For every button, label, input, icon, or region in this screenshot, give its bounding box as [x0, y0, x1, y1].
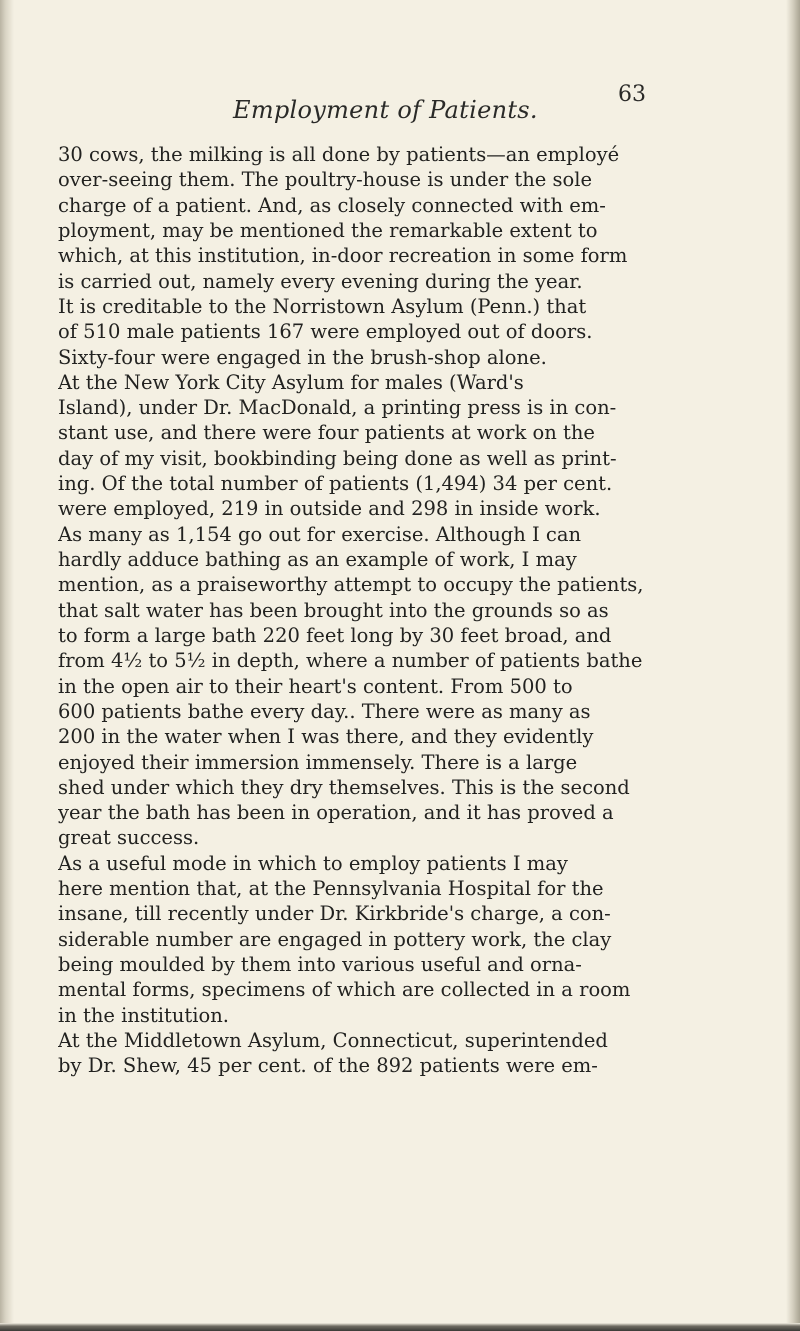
- text-line: were employed, 219 in outside and 298 in inside work.: [58, 497, 601, 521]
- text-line: insane, till recently under Dr. Kirkbride's charge, a con-: [58, 902, 611, 926]
- text-line: 200 in the water when I was there, and they evidently: [58, 725, 594, 749]
- text-line: Island), under Dr. MacDonald, a printing press is in con-: [58, 396, 617, 420]
- page-edge-right: [786, 0, 800, 1331]
- text-line: mention, as a praiseworthy attempt to occupy the patients,: [58, 573, 644, 597]
- text-line: At the Middletown Asylum, Connecticut, superintended: [58, 1028, 608, 1052]
- text-line: siderable number are engaged in pottery work, the clay: [58, 927, 612, 951]
- text-line: year the bath has been in operation, and it has proved a: [58, 801, 614, 825]
- body-text: [58, 142, 778, 1079]
- text-line: hardly adduce bathing as an example of work, I may: [58, 548, 577, 571]
- text-line: 30 cows, the milking is all done by patients—an employé: [58, 143, 620, 166]
- text-line: charge of a patient. And, as closely connected with em-: [58, 193, 606, 217]
- text-line: day of my visit, bookbinding being done as well as print-: [58, 446, 617, 470]
- text-line: ing. Of the total number of patients (1,494) 34 per cent.: [58, 472, 613, 496]
- page-edge-left: [0, 0, 14, 1331]
- text-line: being moulded by them into various useful and orna-: [58, 953, 582, 976]
- text-line: enjoyed their immersion immensely. There is a large: [58, 750, 578, 774]
- text-line: that salt water has been brought into the grounds so as: [58, 598, 609, 622]
- text-line: by Dr. Shew, 45 per cent. of the 892 patients were em-: [58, 1054, 598, 1078]
- text-line: is carried out, namely every evening during the year.: [58, 269, 583, 293]
- page-number: 63: [618, 82, 646, 107]
- text-line: over-seeing them. The poultry-house is under the sole: [58, 168, 593, 192]
- text-line: in the open air to their heart's content. From 500 to: [58, 674, 573, 698]
- text-line: shed under which they dry themselves. This is the second: [58, 775, 630, 799]
- text-line: great success.: [58, 826, 200, 850]
- page-edge-bottom: [0, 1323, 800, 1331]
- text-line: It is creditable to the Norristown Asylum (Penn.) that: [58, 294, 587, 318]
- text-line: 600 patients bathe every day.. There were as many as: [58, 699, 591, 723]
- text-line: mental forms, specimens of which are collected in a room: [58, 978, 631, 1002]
- text-line: in the institution.: [58, 1003, 229, 1027]
- text-line: As many as 1,154 go out for exercise. Although I can: [58, 522, 582, 546]
- text-line: As a useful mode in which to employ patients I may: [58, 851, 568, 875]
- text-line: from 4½ to 5½ in depth, where a number of patients bathe: [58, 649, 643, 673]
- page-header: [0, 82, 800, 130]
- text-line: to form a large bath 220 feet long by 30 feet broad, and: [58, 623, 612, 647]
- text-line: stant use, and there were four patients at work on the: [58, 421, 595, 445]
- text-line: Sixty-four were engaged in the brush-shop alone.: [58, 345, 547, 369]
- text-line: of 510 male patients 167 were employed out of doors.: [58, 320, 593, 344]
- text-line: which, at this institution, in-door recreation in some form: [58, 244, 628, 268]
- text-line: here mention that, at the Pennsylvania Hospital for the: [58, 877, 604, 901]
- running-title: Employment of Patients.: [233, 96, 538, 124]
- text-line: ployment, may be mentioned the remarkable extent to: [58, 218, 598, 242]
- text-line: At the New York City Asylum for males (Ward's: [58, 370, 524, 394]
